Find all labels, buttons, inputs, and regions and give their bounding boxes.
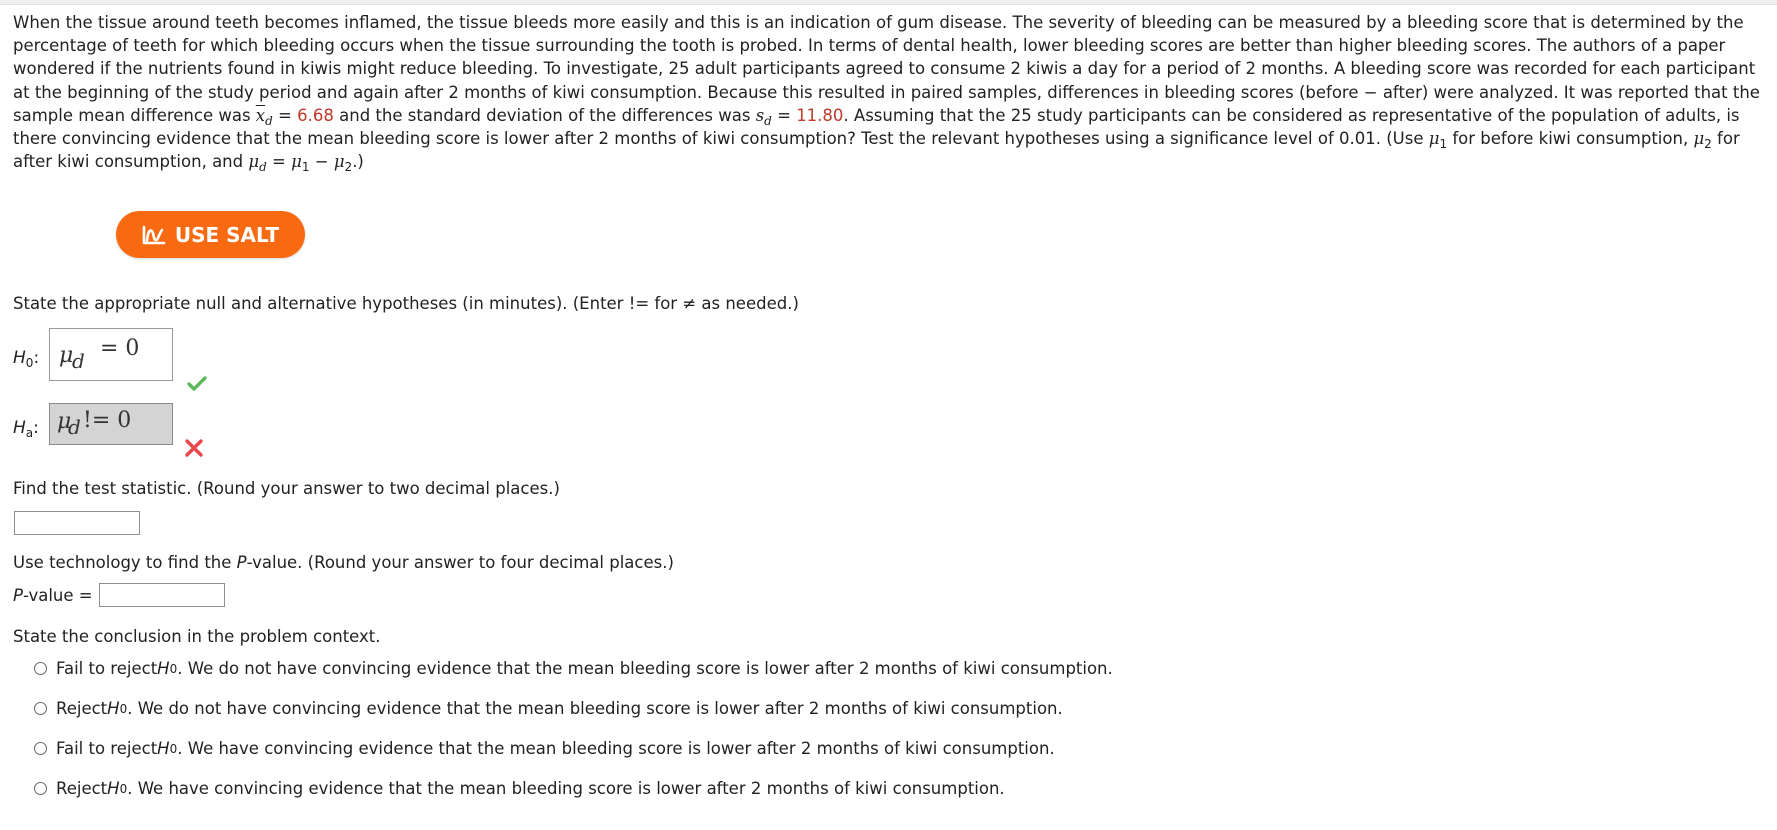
radio-button[interactable] bbox=[34, 702, 47, 715]
h0-input[interactable]: μ d = 0 bbox=[49, 328, 173, 381]
top-border bbox=[0, 0, 1777, 5]
test-statistic-input[interactable] bbox=[14, 511, 140, 535]
conclusion-option-1[interactable]: Fail to reject H 0 . We do not have convincing evidence that the mean bleeding score is lower after 2 months of kiwi consumption. bbox=[34, 659, 1113, 678]
radio-button[interactable] bbox=[34, 662, 47, 675]
xbar-symbol: $\overline{x}$ bbox=[255, 105, 266, 125]
problem-statement: When the tissue around teeth becomes inflamed, the tissue bleeds more easily and this is an indication of gum disease. The severity of bleeding can be measured by a bleeding score that is determined by the percentage of teeth for which bleeding occurs when the tissue surrounding the tooth is probed. In terms of dental health, lower bleeding scores are better than higher bleeding scores. The authors of a paper wondered if the nutrients found in kiwis might reduce bleeding. To investigate, 25 adult participants agreed to consume 2 kiwis a day for a period of 2 months. A bleeding score was recorded for each participant at the beginning of the study period and again after 2 months of kiwi consumption. Because this resulted in paired samples, differences in bleeding scores (before − after) were analyzed. It was reported that the sample mean difference was $\overline{x}_d = 6.68$ and the standard deviation of the differences was $s_d = 11.80$. Assuming that the 25 study participants can be considered as representative of the population of adults, is there convincing evidence that the mean bleeding score is lower after 2 months of kiwi consumption? Test the relevant hypotheses using a significance level of 0.01. (Use $\mu_1$ for before kiwi consumption, $\mu_2$ for after kiwi consumption, and $\mu_d = \mu_1 - \mu_2$.) bbox=[13, 13, 1760, 175]
radio-button[interactable] bbox=[34, 742, 47, 755]
h0-label: $H_0$: bbox=[13, 348, 40, 370]
salt-chart-icon bbox=[142, 224, 166, 246]
ha-label: $H_a$: bbox=[13, 418, 39, 440]
test-statistic-prompt: Find the test statistic. (Round your answer to two decimal places.) bbox=[13, 479, 560, 498]
check-icon bbox=[187, 376, 207, 392]
mean-difference-value: 6.68 bbox=[297, 105, 334, 125]
cross-icon bbox=[184, 438, 204, 458]
conclusion-option-4[interactable]: Reject H 0 . We have convincing evidence that the mean bleeding score is lower after 2 months of kiwi consumption. bbox=[34, 779, 1005, 798]
use-salt-button[interactable] bbox=[116, 211, 305, 258]
conclusion-prompt: State the conclusion in the problem context. bbox=[13, 627, 381, 646]
radio-button[interactable] bbox=[34, 782, 47, 795]
pvalue-label: P-value = bbox=[13, 586, 93, 605]
pvalue-prompt: Use technology to find the P-value. (Round your answer to four decimal places.) bbox=[13, 553, 674, 572]
ha-input[interactable]: μ d != 0 bbox=[49, 403, 173, 445]
conclusion-option-2[interactable]: Reject H 0 . We do not have convincing evidence that the mean bleeding score is lower after 2 months of kiwi consumption. bbox=[34, 699, 1063, 718]
sd-value: 11.80 bbox=[796, 105, 844, 125]
hypotheses-prompt: State the appropriate null and alternative hypotheses (in minutes). (Enter != for ≠ as needed.) bbox=[13, 294, 799, 313]
pvalue-input[interactable] bbox=[99, 583, 225, 607]
use-salt-label: USE SALT bbox=[174, 222, 280, 247]
conclusion-option-3[interactable]: Fail to reject H 0 . We have convincing evidence that the mean bleeding score is lower after 2 months of kiwi consumption. bbox=[34, 739, 1055, 758]
